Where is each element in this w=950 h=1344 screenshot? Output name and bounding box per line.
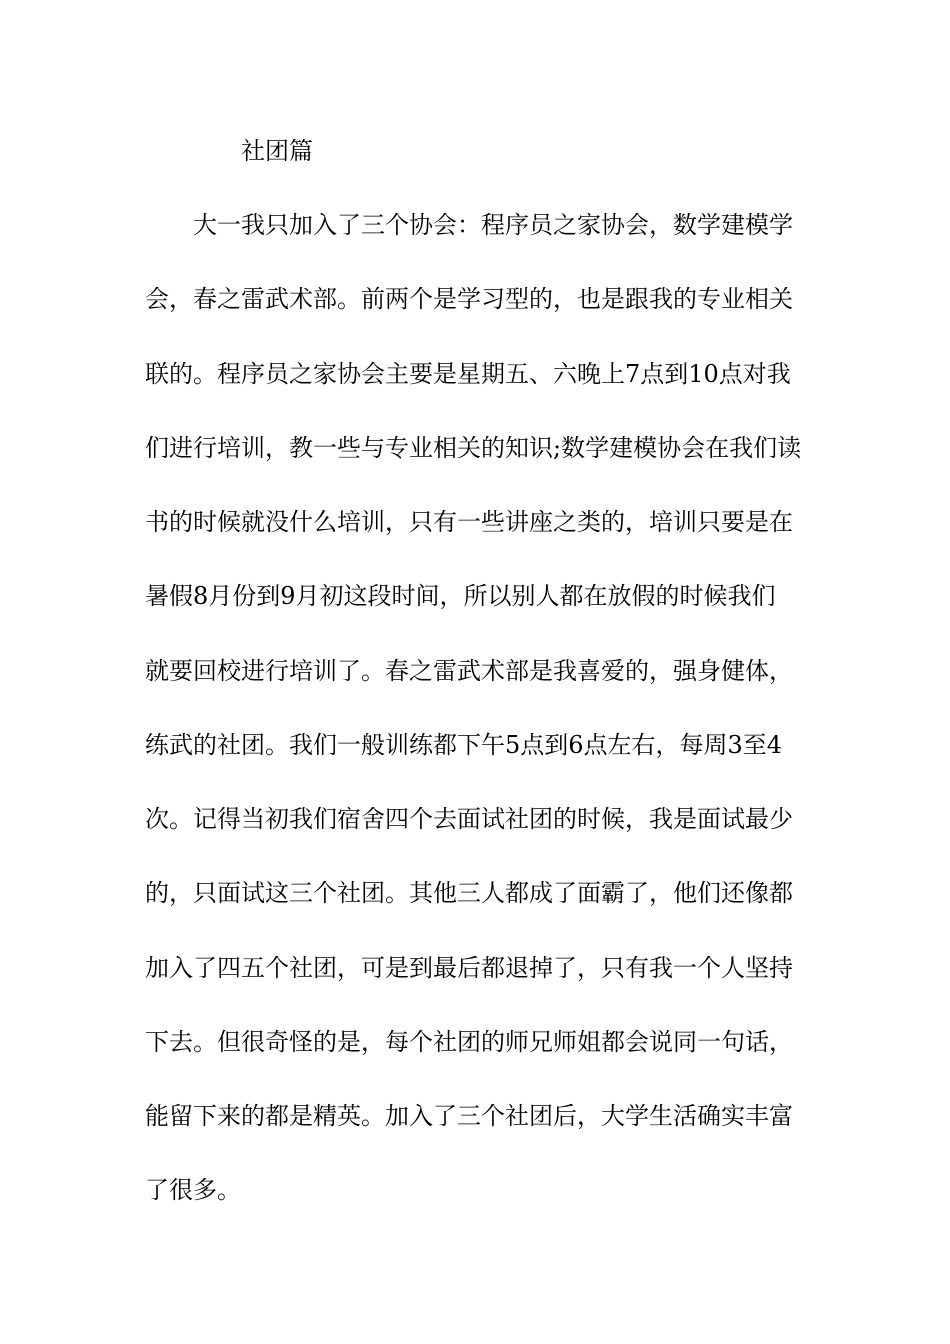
paragraph-line-9: 次。记得当初我们宿舍四个去面试社团的时候，我是面试最少 <box>145 805 793 833</box>
paragraph-line-4: 们进行培训，教一些与专业相关的知识;数学建模协会在我们读 <box>145 434 802 462</box>
paragraph-line-3: 联的。程序员之家协会主要是星期五、六晚上7点到10点对我 <box>145 360 791 388</box>
paragraph-line-6: 暑假8月份到9月初这段时间，所以别人都在放假的时候我们 <box>145 582 776 610</box>
paragraph-line-11: 加入了四五个社团，可是到最后都退掉了，只有我一个人坚持 <box>145 954 793 982</box>
paragraph-line-13: 能留下来的都是精英。加入了三个社团后，大学生活确实丰富 <box>145 1102 793 1130</box>
paragraph-line-5: 书的时候就没什么培训，只有一些讲座之类的，培训只要是在 <box>145 508 793 536</box>
section-title: 社团篇 <box>241 137 313 165</box>
paragraph-line-8: 练武的社团。我们一般训练都下午5点到6点左右，每周3至4 <box>145 731 783 759</box>
paragraph-line-14: 了很多。 <box>145 1176 241 1204</box>
paragraph-line-10: 的，只面试这三个社团。其他三人都成了面霸了，他们还像都 <box>145 879 793 907</box>
paragraph-line-2: 会，春之雷武术部。前两个是学习型的，也是跟我的专业相关 <box>145 285 793 313</box>
paragraph-line-1: 大一我只加入了三个协会：程序员之家协会，数学建模学 <box>193 211 793 239</box>
paragraph-line-12: 下去。但很奇怪的是，每个社团的师兄师姐都会说同一句话， <box>145 1028 793 1056</box>
paragraph-line-7: 就要回校进行培训了。春之雷武术部是我喜爱的，强身健体， <box>145 657 793 685</box>
